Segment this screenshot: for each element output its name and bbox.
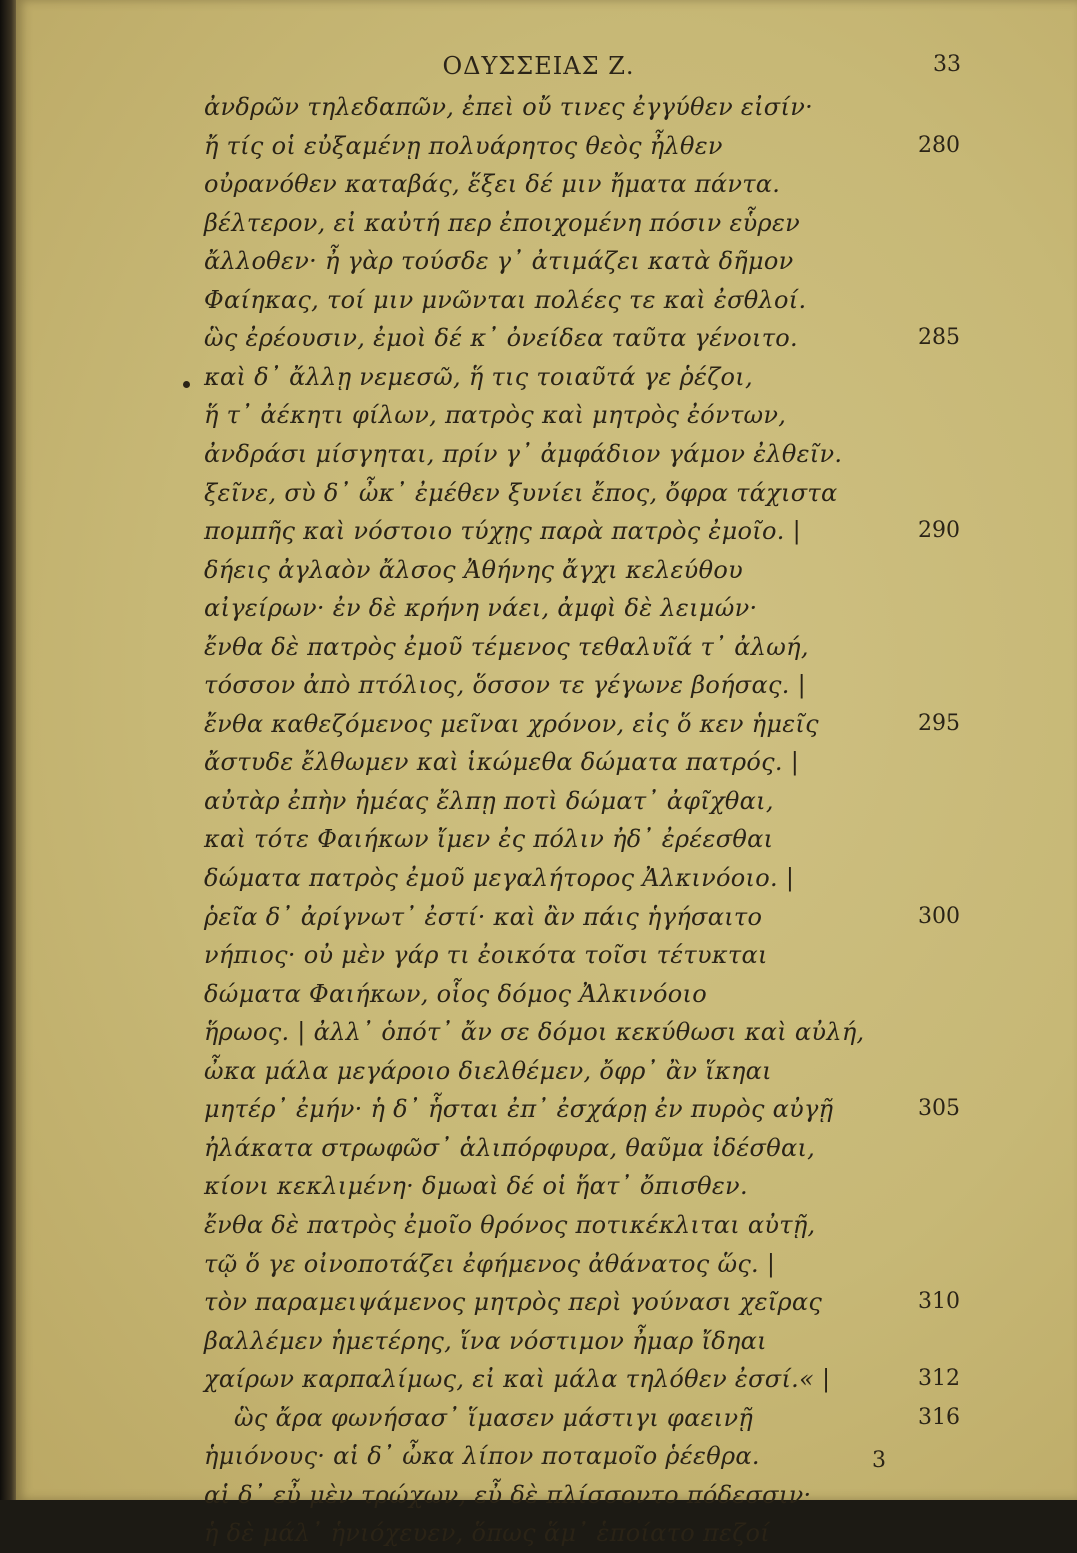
line-number: 280 xyxy=(918,132,960,158)
verse-text: ἠλάκατα στρωφῶσ᾽ ἁλιπόρφυρα, θαῦμα ἰδέσθαι, xyxy=(204,1133,816,1162)
verse-text: Φαίηκας, τοί μιν μνῶνται πολέες τε καὶ ἐσθλοί. xyxy=(204,285,807,314)
verse-text: ἤ τίς οἱ εὐξαμένῃ πολυάρητος θεὸς ἦλθεν xyxy=(204,131,723,160)
verse-text: ἀνδράσι μίσγηται, πρίν γ᾽ ἀμφάδιον γάμον ἐλθεῖν. xyxy=(204,439,843,468)
verse-text: ἄλλοθεν· ἦ γὰρ τούσδε γ᾽ ἀτιμάζει κατὰ δῆμον xyxy=(204,247,794,276)
verse-text: ὣς ἄρα φωνήσασ᾽ ἵμασεν μάστιγι φαεινῇ xyxy=(234,1403,754,1432)
verse-text: βαλλέμεν ἡμετέρης, ἵνα νόστιμον ἦμαρ ἴδηαι xyxy=(204,1326,767,1355)
verse-line xyxy=(0,318,1077,358)
verse-text: τῷ ὅ γε οἰνοποτάζει ἐφήμενος ἀθάνατος ὥς. | xyxy=(204,1249,776,1278)
verse-line xyxy=(0,473,1077,513)
verse-line xyxy=(0,1166,1077,1206)
verse-text: ὦκα μάλα μεγάροιο διελθέμεν, ὄφρ᾽ ἂν ἵκηαι xyxy=(204,1056,772,1085)
verse-line xyxy=(0,858,1077,898)
verse-line xyxy=(0,588,1077,628)
line-number: 305 xyxy=(918,1096,960,1122)
verse-text: μητέρ᾽ ἐμήν· ἡ δ᾽ ἧσται ἐπ᾽ ἐσχάρῃ ἐν πυρὸς αὐγῇ xyxy=(204,1095,834,1124)
line-number: 300 xyxy=(918,903,960,929)
verse-text: τὸν παραμειψάμενος μητρὸς περὶ γούνασι χεῖρας xyxy=(204,1288,823,1317)
verse-text: χαίρων καρπαλίμως, εἰ καὶ μάλα τηλόθεν ἐσσί.« | xyxy=(204,1365,831,1394)
verse-text: αἰγείρων· ἐν δὲ κρήνη νάει, ἀμφὶ δὲ λειμών· xyxy=(204,594,758,623)
verse-text: δώματα πατρὸς ἐμοῦ μεγαλήτορος Ἀλκινόοιο. | xyxy=(204,864,795,892)
verse-line xyxy=(0,280,1077,320)
verse-text: βέλτερον, εἰ καὐτή περ ἐποιχομένη πόσιν εὗρεν xyxy=(204,208,801,237)
verse-line xyxy=(0,1089,1077,1129)
verse-text: ὣς ἐρέουσιν, ἐμοὶ δέ κ᾽ ὀνείδεα ταῦτα γένοιτο. xyxy=(204,324,798,353)
signature-mark: 3 xyxy=(872,1448,886,1473)
verse-text: ἥ τ᾽ ἀέκητι φίλων, πατρὸς καὶ μητρὸς ἐόντων, xyxy=(204,401,787,430)
line-number: 316 xyxy=(918,1404,960,1430)
verse-text: αἱ δ᾽ εὖ μὲν τρώχων, εὖ δὲ πλίσσοντο πόδεσσιν· xyxy=(204,1480,812,1509)
line-number: 312 xyxy=(918,1366,960,1392)
verse-line xyxy=(0,897,1077,937)
verse-line xyxy=(0,1475,1077,1515)
verse-line xyxy=(0,434,1077,474)
page-number: 33 xyxy=(933,52,961,77)
verse-line xyxy=(0,1436,1077,1476)
verse-line xyxy=(0,1359,1077,1399)
verse-text: δώματα Φαιήκων, οἷος δόμος Ἀλκινόοιο xyxy=(204,979,707,1008)
verse-line xyxy=(0,203,1077,243)
verse-line xyxy=(0,1398,1077,1438)
line-number: 285 xyxy=(918,325,960,351)
verse-text: κίονι κεκλιμένη· δμωαὶ δέ οἱ ἥατ᾽ ὄπισθεν. xyxy=(204,1172,748,1201)
verse-text: ἔνθα δὲ πατρὸς ἐμοῦ τέμενος τεθαλυῖά τ᾽ ἀλωή, xyxy=(204,632,809,661)
line-number: 295 xyxy=(918,710,960,736)
verse-text: ἔνθα δὲ πατρὸς ἐμοῖο θρόνος ποτικέκλιται αὐτῇ, xyxy=(204,1210,816,1239)
verse-line xyxy=(0,164,1077,204)
verse-line xyxy=(0,1244,1077,1284)
verse-line xyxy=(0,704,1077,744)
verse-text: καὶ τότε Φαιήκων ἴμεν ἐς πόλιν ἠδ᾽ ἐρέεσθαι xyxy=(204,825,774,854)
verse-line xyxy=(0,395,1077,435)
verse-line xyxy=(0,1513,1077,1553)
verse-text: ἔνθα καθεζόμενος μεῖναι χρόνον, εἰς ὅ κεν ἡμεῖς xyxy=(204,709,819,738)
verse-text: αὐτὰρ ἐπὴν ἡμέας ἔλπῃ ποτὶ δώματ᾽ ἀφῖχθαι, xyxy=(204,786,774,815)
running-head-title: ΟΔΥΣΣΕΙΑΣ Ζ. xyxy=(442,52,635,80)
verse-text: ῥεῖα δ᾽ ἀρίγνωτ᾽ ἐστί· καὶ ἂν πάις ἡγήσαιτο xyxy=(204,902,763,931)
verse-text: δήεις ἀγλαὸν ἄλσος Ἀθήνης ἄγχι κελεύθου xyxy=(204,555,743,584)
verse-line xyxy=(0,1012,1077,1052)
verse-line xyxy=(0,550,1077,590)
verse-text: τόσσον ἀπὸ πτόλιος, ὅσσον τε γέγωνε βοήσας. | xyxy=(204,671,806,700)
verse-line xyxy=(0,974,1077,1014)
verse-text: ἥρωος. | ἀλλ᾽ ὁπότ᾽ ἄν σε δόμοι κεκύθωσι καὶ αὐλή, xyxy=(204,1018,865,1047)
verse-line xyxy=(0,357,1077,397)
verse-line xyxy=(0,241,1077,281)
verse-line xyxy=(0,627,1077,667)
verse-text: πομπῆς καὶ νόστοιο τύχῃς παρὰ πατρὸς ἐμοῖο. | xyxy=(204,517,801,546)
line-number: 310 xyxy=(918,1289,960,1315)
verse-text: ἀνδρῶν τηλεδαπῶν, ἐπεὶ οὔ τινες ἐγγύθεν εἰσίν· xyxy=(204,93,814,121)
verse-text: ἡ δὲ μάλ᾽ ἡνιόχευεν, ὅπως ἅμ᾽ ἑποίατο πεζοί xyxy=(204,1519,770,1548)
verse-line xyxy=(0,781,1077,821)
verse-text: οὐρανόθεν καταβάς, ἕξει δέ μιν ἤματα πάντα. xyxy=(204,170,781,199)
verse-line xyxy=(0,742,1077,782)
verse-text: νήπιος· οὐ μὲν γάρ τι ἐοικότα τοῖσι τέτυκται xyxy=(204,941,768,970)
verse-line xyxy=(0,511,1077,551)
verse-line xyxy=(0,819,1077,859)
line-number: 290 xyxy=(918,518,960,544)
verse-line xyxy=(0,87,1077,127)
verse-line xyxy=(0,665,1077,705)
verse-line xyxy=(0,1282,1077,1322)
verse-text: καὶ δ᾽ ἄλλῃ νεμεσῶ, ἥ τις τοιαῦτά γε ῥέζοι, xyxy=(204,362,753,391)
verse-text: ξεῖνε, σὺ δ᾽ ὦκ᾽ ἐμέθεν ξυνίει ἔπος, ὄφρα τάχιστα xyxy=(204,478,838,507)
verse-line xyxy=(0,1321,1077,1361)
verse-text: ἡμιόνους· αἱ δ᾽ ὦκα λίπον ποταμοῖο ῥέεθρα. xyxy=(204,1442,760,1471)
verse-line xyxy=(0,1051,1077,1091)
verse-line xyxy=(0,1205,1077,1245)
verse-line xyxy=(0,1128,1077,1168)
verse-line xyxy=(0,126,1077,166)
verse-line xyxy=(0,935,1077,975)
verse-text: ἄστυδε ἔλθωμεν καὶ ἱκώμεθα δώματα πατρός. | xyxy=(204,748,800,777)
